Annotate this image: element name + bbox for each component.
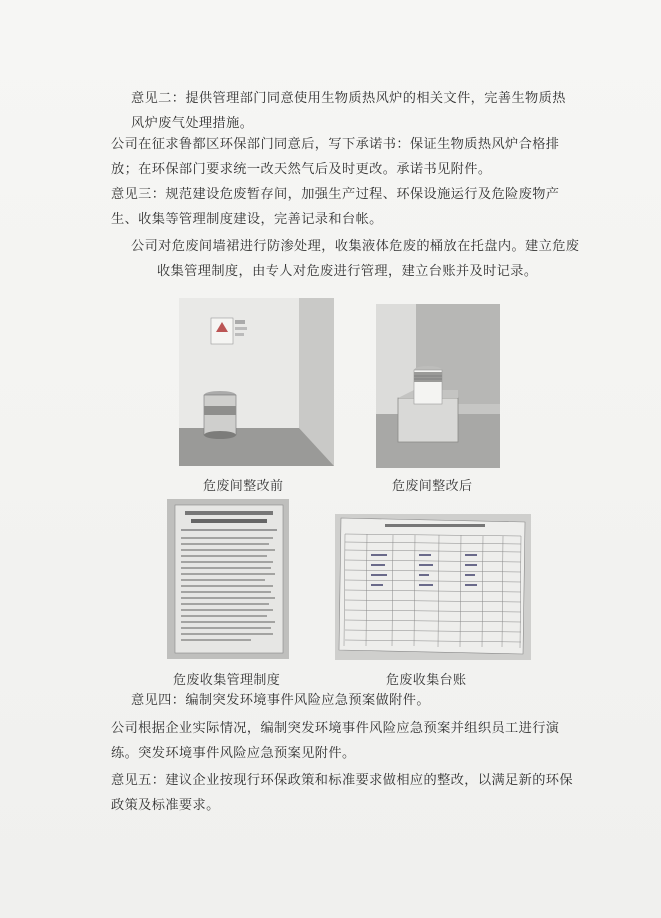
photo-ledger [335,514,531,660]
paragraph-opinion-2: 意见二：提供管理部门同意使用生物质热风炉的相关文件，完善生物质热风炉废气处理措施。 [131,91,566,131]
photo-management-system [167,499,289,659]
paragraph-opinion-3: 意见三：规范建设危废暂存间，加强生产过程、环保设施运行及危险废物产生、收集等管理制度建设，完善记录和台帐。 [111,187,560,227]
paragraph-response-2: 公司在征求鲁都区环保部门同意后，写下承诺书：保证生物质热风炉合格排放；在环保部门要求统一改天然气后及时更改。承诺书见附件。 [111,137,560,177]
paragraph-response-4: 公司根据企业实际情况，编制突发环境事件风险应急预案并组织员工进行演练。突发环境事件风险应急预案见附件。 [111,721,560,761]
caption-before: 危废间整改前 [203,479,284,494]
paragraph-opinion-4: 意见四：编制突发环境事件风险应急预案做附件。 [131,693,430,708]
paragraph-opinion-5: 意见五：建议企业按现行环保政策和标准要求做相应的整改，以满足新的环保政策及标准要求。 [111,773,573,813]
photo-before-rectification [179,298,334,466]
caption-after: 危废间整改后 [392,479,473,494]
caption-ledger: 危废收集台账 [386,673,467,688]
photo-after-rectification [376,304,500,468]
paragraph-response-3a: 公司对危废间墙裙进行防渗处理，收集液体危废的桶放在托盘内。建立危废 [131,239,580,254]
paragraph-response-3b: 收集管理制度，由专人对危废进行管理，建立台账并及时记录。 [157,264,538,279]
caption-management-system: 危废收集管理制度 [173,673,281,688]
